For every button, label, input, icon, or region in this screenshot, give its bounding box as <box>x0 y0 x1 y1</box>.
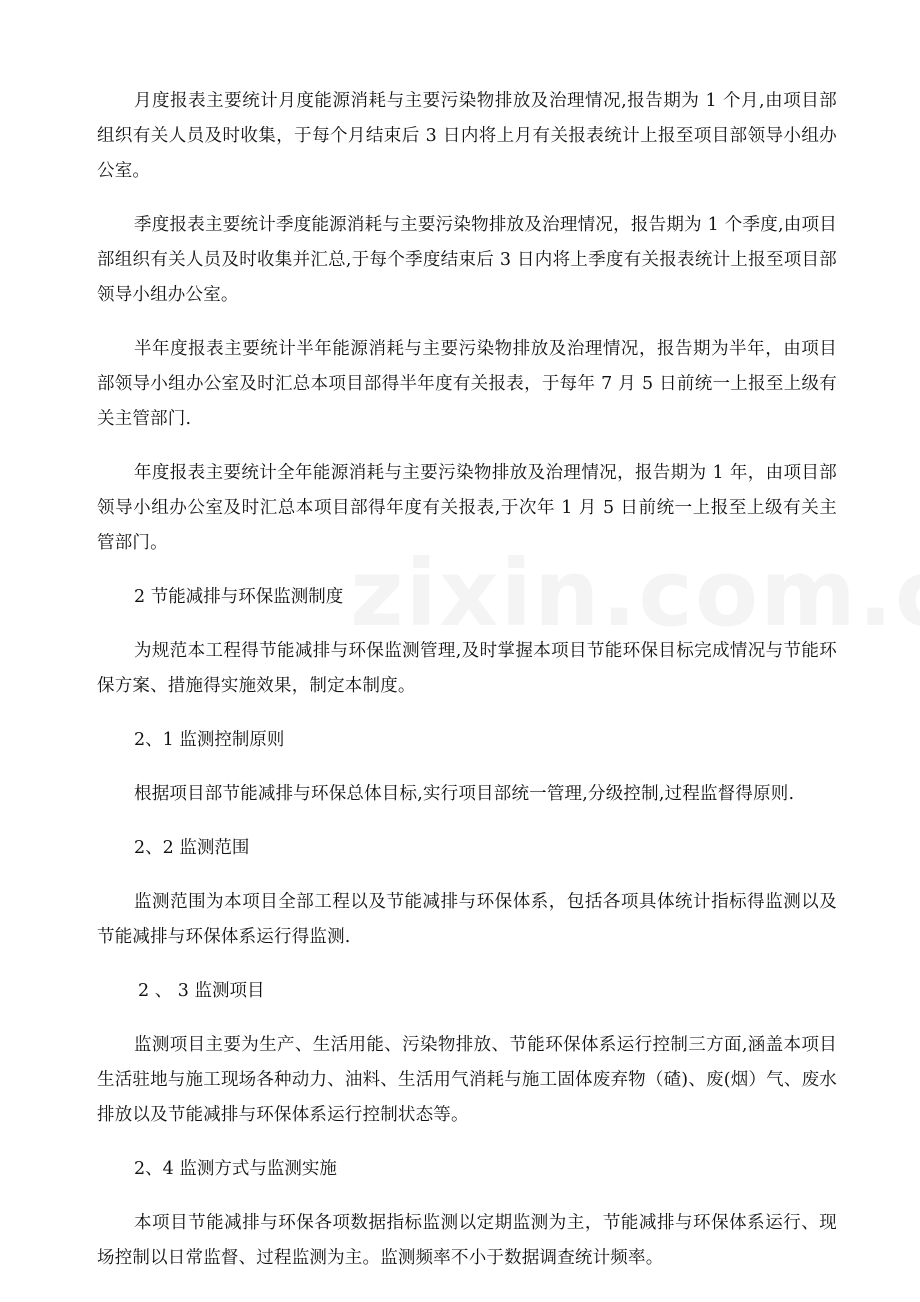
heading-2-1: 2、1 监测控制原则 <box>134 730 285 750</box>
paragraph-section-2-intro: 为规范本工程得节能减排与环保监测管理,及时掌握本项目节能环保目标完成情况与节能环保方案、措施得实施效果，制定本制度。 <box>97 641 837 696</box>
paragraph-2-4: 本项目节能减排与环保各项数据指标监测以定期监测为主，节能减排与环保体系运行、现场控制以日常监督、过程监测为主。监测频率不小于数据调查统计频率。 <box>97 1213 837 1268</box>
paragraph-2-2: 监测范围为本项目全部工程以及节能减排与环保体系，包括各项具体统计指标得监测以及节能减排与环保体系运行得监测. <box>97 892 837 947</box>
paragraph-2-3: 监测项目主要为生产、生活用能、污染物排放、节能环保体系运行控制三方面,涵盖本项目生活驻地与施工现场各种动力、油料、生活用气消耗与施工固体废弃物（碴)、废(烟）气、废水排放以及节能减排与环保体系运行控制状态等。 <box>97 1035 837 1125</box>
heading-2-2: 2、2 监测范围 <box>134 838 250 858</box>
paragraph-quarterly-report: 季度报表主要统计季度能源消耗与主要污染物排放及治理情况，报告期为 1 个季度,由项目部组织有关人员及时收集并汇总,于每个季度结束后 3 日内将上季度有关报表统计上报至项目部领导小组办公室。 <box>97 215 837 305</box>
heading-section-2: 2 节能减排与环保监测制度 <box>134 587 344 607</box>
paragraph-annual-report: 年度报表主要统计全年能源消耗与主要污染物排放及治理情况，报告期为 1 年，由项目部领导小组办公室及时汇总本项目部得年度有关报表,于次年 1 月 5 日前统一上报至上级有关主管部门。 <box>97 463 837 553</box>
document-body <box>97 84 837 1295</box>
paragraph-half-year-report: 半年度报表主要统计半年能源消耗与主要污染物排放及治理情况，报告期为半年，由项目部领导小组办公室及时汇总本项目部得半年度有关报表，于每年 7 月 5 日前统一上报至上级有关主管部门. <box>97 339 837 429</box>
paragraph-monthly-report: 月度报表主要统计月度能源消耗与主要污染物排放及治理情况,报告期为 1 个月,由项目部组织有关人员及时收集，于每个月结束后 3 日内将上月有关报表统计上报至项目部领导小组办公室。 <box>97 91 837 181</box>
heading-2-4: 2、4 监测方式与监测实施 <box>134 1159 337 1179</box>
heading-2-3: 2 、 3 监测项目 <box>138 981 265 1001</box>
paragraph-2-1: 根据项目部节能减排与环保总体目标,实行项目部统一管理,分级控制,过程监督得原则. <box>134 784 795 804</box>
